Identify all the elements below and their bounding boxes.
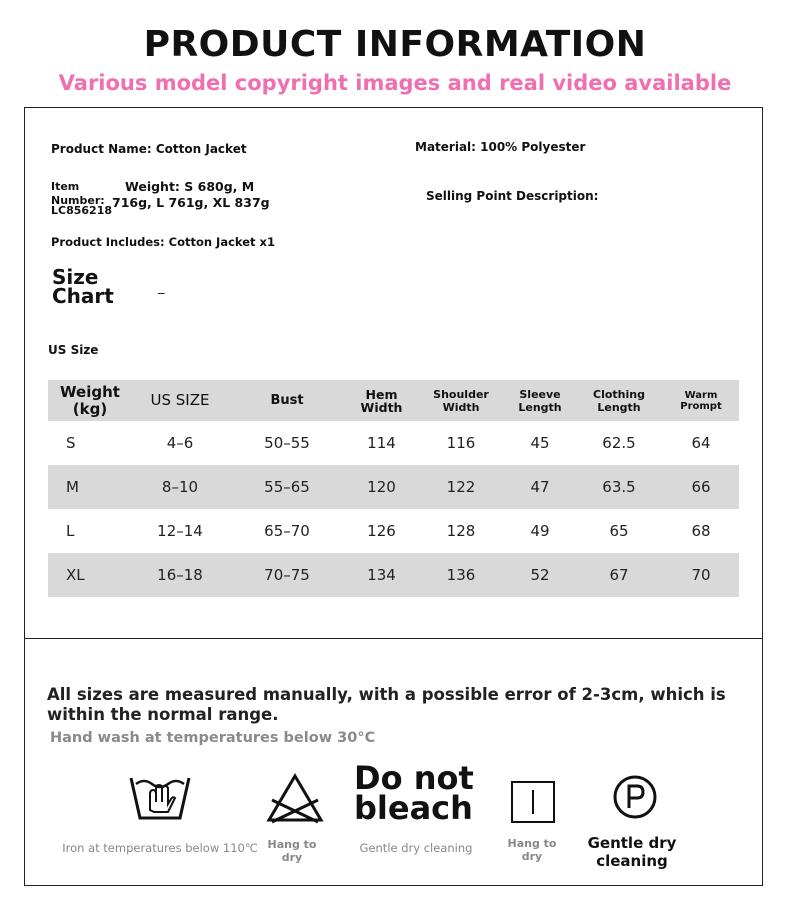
cell: XL — [66, 566, 85, 584]
product-includes: Product Includes: Cotton Jacket x1 — [51, 235, 275, 249]
hang-dry-icon — [510, 780, 556, 824]
cell: 64 — [691, 434, 711, 452]
size-table — [48, 380, 739, 597]
cell: 120 — [367, 478, 396, 496]
cell: 45 — [530, 434, 550, 452]
col-header-warm-prompt: Warm Prompt — [680, 389, 722, 412]
cell: 68 — [691, 522, 711, 540]
cell: 126 — [367, 522, 396, 540]
cell: 122 — [446, 478, 476, 496]
care-caption-gentle-dry-big: Gentle dry cleaning — [587, 834, 677, 870]
weight-line-2: 716g, L 761g, XL 837g — [112, 195, 270, 210]
cell: 134 — [367, 566, 396, 584]
cell: 52 — [530, 566, 550, 584]
item-number-label: Item Number: — [51, 180, 105, 207]
cell: 70 — [691, 566, 711, 584]
cell: M — [66, 478, 79, 496]
measurement-note: All sizes are measured manually, with a possible error of 2-3cm, which is within the normal range. — [47, 685, 726, 724]
cell: 66 — [691, 478, 711, 496]
care-caption-iron: Iron at temperatures below 110℃ — [62, 841, 258, 855]
cell: L — [66, 522, 75, 540]
weight-line-1: Weight: S 680g, M — [125, 179, 255, 194]
hand-wash-icon — [128, 774, 192, 826]
material: Material: 100% Polyester — [415, 140, 586, 154]
us-size-label: US Size — [48, 343, 99, 357]
cell: 65–70 — [264, 522, 310, 540]
do-not-bleach-text: Do not bleach — [354, 759, 474, 827]
col-header-shoulder-width: Shoulder Width — [433, 387, 489, 414]
cell: 128 — [446, 522, 476, 540]
cell: 62.5 — [602, 434, 636, 452]
col-header-hem-width: Hem Width — [360, 386, 403, 415]
cell: 47 — [530, 478, 550, 496]
page-subtitle: Various model copyright images and real video available — [58, 71, 732, 95]
cell: 12–14 — [157, 522, 203, 540]
divider — [24, 638, 763, 639]
col-header-sleeve-length: Sleeve Length — [518, 387, 562, 414]
size-chart-heading: Size Chart — [52, 265, 114, 308]
wash-note: Hand wash at temperatures below 30°C — [50, 730, 376, 746]
item-number-value: LC856218 — [51, 204, 113, 217]
care-caption-hang-2: Hang to dry — [507, 837, 557, 863]
cell: 65 — [609, 522, 629, 540]
cell: 70–75 — [264, 566, 310, 584]
cell: 50–55 — [264, 434, 310, 452]
no-bleach-triangle-icon — [266, 772, 324, 824]
size-chart-dash: _ — [158, 280, 165, 295]
cell: 55–65 — [264, 478, 310, 496]
care-caption-hang-1: Hang to dry — [267, 838, 317, 864]
cell: 63.5 — [602, 478, 636, 496]
cell: 16–18 — [157, 566, 203, 584]
product-name: Product Name: Cotton Jacket — [51, 142, 247, 156]
page-title: PRODUCT INFORMATION — [143, 24, 647, 65]
col-header-us-size: US SIZE — [150, 391, 210, 409]
col-header-clothing-length: Clothing Length — [593, 387, 645, 414]
selling-point: Selling Point Description: — [426, 189, 599, 203]
care-caption-gentle-dry-small: Gentle dry cleaning — [359, 841, 473, 855]
cell: 67 — [609, 566, 629, 584]
table-row — [48, 553, 739, 597]
table-row — [48, 509, 739, 553]
table-header-row — [48, 380, 739, 421]
cell: 49 — [530, 522, 550, 540]
table-row — [48, 421, 739, 465]
table-row — [48, 465, 739, 509]
cell: 8–10 — [161, 478, 199, 496]
cell: 114 — [367, 434, 396, 452]
col-header-weight: Weight (kg) — [60, 382, 120, 418]
cell: 116 — [446, 434, 476, 452]
cell: S — [66, 434, 76, 452]
col-header-bust: Bust — [270, 393, 304, 408]
professional-dry-clean-icon — [612, 774, 658, 820]
cell: 136 — [446, 566, 476, 584]
cell: 4–6 — [166, 434, 194, 452]
